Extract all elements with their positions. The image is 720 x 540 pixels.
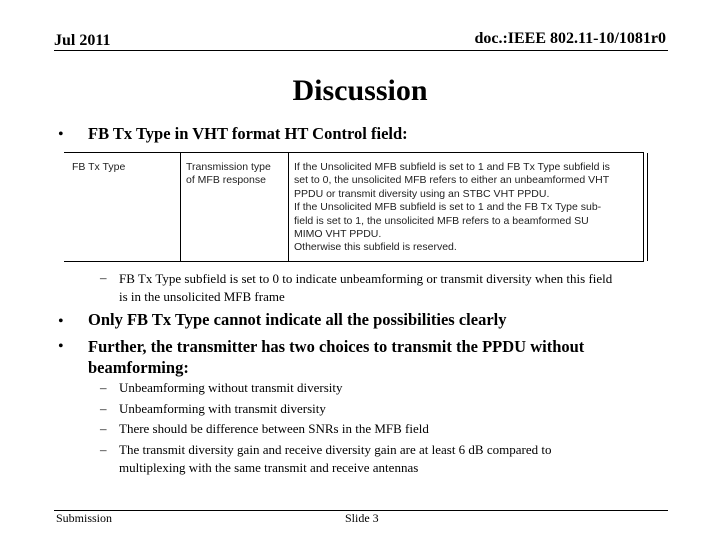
table-description-line: If the Unsolicited MFB subfield is set to 1 and FB Tx Type subfield is [294,161,610,173]
bullet-marker: • [58,313,64,330]
bullet-1-text: FB Tx Type in VHT format HT Control field: [88,124,408,143]
sub-item-1: Unbeamforming without transmit diversity [119,380,343,395]
header-date: Jul 2011 [54,32,111,49]
footer-submission: Submission [56,511,113,525]
table-field-meaning: Transmission type of MFB response [186,161,271,187]
sub-item-marker: – [100,442,107,457]
table-divider [288,153,289,261]
bullet-3-line: beamforming: [88,358,189,377]
table-description-line: Otherwise this subfield is reserved. [294,241,457,254]
page-title: Discussion [292,74,428,107]
table-description-line: PPDU or transmit diversity using an STBC VHT PPDU. [294,187,550,200]
bullet-marker: • [58,338,64,355]
bullet-2-text: Only FB Tx Type cannot indicate all the possibilities clearly [88,310,507,329]
sub-item-2: Unbeamforming with transmit diversity [119,401,326,416]
sub-note-marker: – [100,270,107,285]
sub-item-marker: – [100,380,107,395]
table-description-line: set to 0, the unsolicited MFB refers to either an unbeamformed VHT [294,174,610,187]
bullet-marker: • [58,126,64,143]
sub-item-3: There should be difference between SNRs in the MFB field [119,421,429,436]
table-description-line: If the Unsolicited MFB subfield is set to 1 and the FB Tx Type sub- [294,201,602,214]
footer-slide-number: Slide 3 [345,511,379,525]
sub-item-4-line: multiplexing with the same transmit and receive antennas [119,460,419,475]
table-description-line: field is set to 1, the unsolicited MFB refers to a beamformed SU [294,214,589,227]
bullet-3-line: Further, the transmitter has two choices to transmit the PPDU without [88,337,585,356]
header-rule [54,50,668,51]
table-field-name: FB Tx Type [72,161,126,173]
bullet-3-text [88,336,584,378]
sub-item-4 [119,441,679,477]
sub-item-marker: – [100,421,107,436]
sub-item-marker: – [100,401,107,416]
table-description-line: MIMO VHT PPDU. [294,228,382,241]
sub-note-text [119,270,679,306]
sub-item-4-line: The transmit diversity gain and receive diversity gain are at least 6 dB compared to [119,442,552,457]
table-divider [180,153,181,261]
table-edge [643,153,648,261]
ht-control-field-table [64,152,644,262]
header-doc-id: doc.:IEEE 802.11-10/1081r0 [474,30,666,47]
table-field-description [294,161,640,255]
sub-note-line: FB Tx Type subfield is set to 0 to indicate unbeamforming or transmit diversity when this field [119,271,613,286]
sub-note-line: is in the unsolicited MFB frame [119,289,285,304]
